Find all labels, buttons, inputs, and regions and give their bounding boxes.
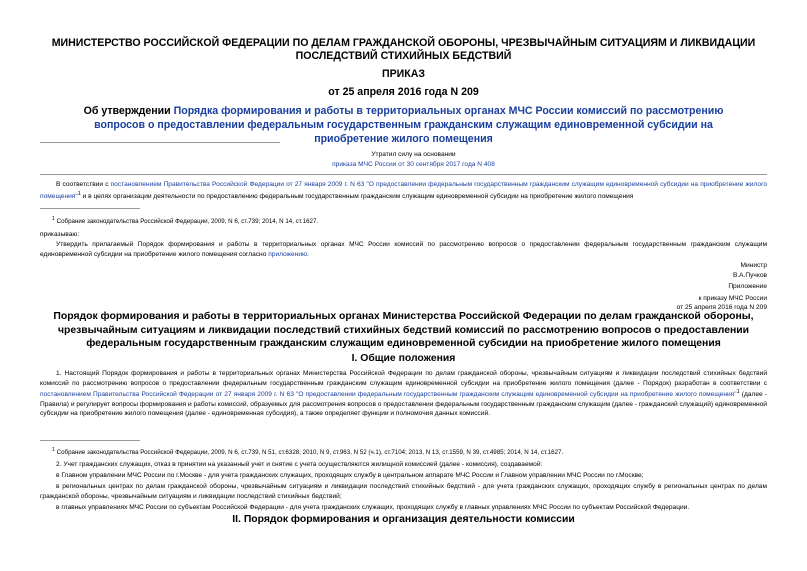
signature-name: В.А.Пучков: [732, 271, 767, 279]
preamble-link[interactable]: постановлением Правительства Российской Федерации от 27 января 2009 г. N 63 "О предоставлении федеральным государственным гражданским служащим единовременной субсидии на приобретение жилого помещения": [40, 181, 767, 200]
footnote-divider: [40, 440, 140, 441]
approve-text: Утвердить прилагаемый Порядок формирования и работы в территориальных органах МЧС России комиссий по рассмотрению вопросов о предоставлении федеральным государственным гражданским служащим единовременной субсидии на приобретение жилого помещения согласно: [40, 241, 767, 258]
signature-block: [567, 261, 767, 313]
divider: [40, 142, 280, 143]
section1-paragraph2c: в главных управлениях МЧС России по субъектам Российской Федерации - для учета гражданских служащих, проходящих службу в главных управлениях МЧС России по субъектам Российской Федерации.: [56, 504, 690, 511]
section1-paragraph2a: в Главном управлении МЧС России по г.Москве - для учета гражданских служащих, проходящих службу в центральном аппарате МЧС России и Главном управлении МЧС России по г.Москве;: [56, 472, 644, 479]
appendix-to-order: к приказу МЧС России: [698, 294, 767, 302]
status-line: Утратил силу на основании: [371, 151, 456, 158]
preamble-tail: и в целях организации деятельности по предоставлению федеральным государственным гражданским служащим единовременной субсидии на приобретение жилого помещения: [80, 192, 634, 200]
appendix-date: от 25 апреля 2016 года N 209: [676, 304, 767, 311]
approve-end: .: [307, 250, 309, 258]
document-date-number: от 25 апреля 2016 года N 209: [328, 86, 479, 98]
footnote-divider: [40, 208, 140, 209]
footnote-text: Собрание законодательства Российской Федерации, 2009, N 6, ст.739; 2014, N 14, ст.1627.: [56, 218, 319, 226]
preamble-paragraph: В соответствии с постановлением Правительства Российской Федерации от 27 января 2009 г. N 63 "О предоставлении федеральным государственным гражданским служащим единовременной субсидии на приобретение жилого помещения"$^1$ и в целях организации деятельности по предоставлению федеральным государственным гражданским служащим единовременной субсидии на приобретение жилого помещения: [40, 181, 767, 200]
section1-paragraph2b: в региональных центрах по делам гражданской обороны, чрезвычайным ситуациям и ликвидации последствий стихийных бедствий - для учета гражданских служащих, проходящих службу в региональных центрах по делам гражданской обороны, чрезвычайным ситуациям и ликвидации последствий стихийных бедствий;: [40, 483, 767, 500]
appendix-link[interactable]: приложению: [268, 250, 307, 258]
divider: [40, 174, 767, 175]
document-title-prefix: Об утверждении: [83, 105, 174, 117]
section1-paragraph2: 2. Учет гражданских служащих, отказ в принятии на указанный учет и снятие с учета осуществляются жилищной комиссией (далее - комиссия), создаваемой:: [56, 461, 543, 468]
document-type: ПРИКАЗ: [381, 68, 426, 80]
appendix-label: Приложение: [728, 283, 767, 290]
p1-link[interactable]: постановлением Правительства Российской Федерации от 27 января 2009 г. N 63 "О предоставлении федеральным государственным гражданским служащим единовременной субсидии на приобретение жилого помещения": [40, 391, 737, 399]
preamble-lead: В соответствии с: [56, 181, 111, 188]
p1-end: (далее - Правила) и регулирует вопросы формирования и работы комиссий, образуемых для рассмотрения вопросов о предоставлении федеральным государственным гражданским служащим (далее - гражданский служащий) единовременной субсидии на приобретение жилого помещения (далее - единовременная субсидия), а также определяет функции и полномочия данных комиссий.: [40, 391, 767, 418]
footnote: $^1$ Собрание законодательства Российской Федерации, 2009, N 6, ст.739; 2014, N 14, ст.1627.: [52, 216, 319, 226]
approve-paragraph: [40, 240, 767, 259]
order-title: Порядок формирования и работы в территориальных органах Министерства Российской Федерации по делам гражданской обороны, чрезвычайным ситуациям и ликвидации последствий стихийных бедствий комиссий по рассмотрению вопросов о предоставлении федеральным государственным гражданским служащим единовременной субсидии на приобретение жилого помещения: [53, 311, 754, 349]
document-title-link[interactable]: Порядка формирования и работы в территориальных органах МЧС России комиссий по рассмотрению вопросов о предоставлении федеральным государственным гражданским служащим единовременной субсидии на приобретение жилого помещения: [94, 105, 724, 145]
section1-footnote-text: Собрание законодательства Российской Федерации, 2009, N 6, ст.739, N 51, ст.6328; 2010, N 9, ст.963, N 52 (ч.1), ст.7104; 2013, N 13, ст.1559, N 39, ст.4985; 2014, N 14, ст.1627.: [56, 449, 564, 457]
status-note: [300, 150, 527, 169]
status-link[interactable]: приказа МЧС России от 30 сентября 2017 года N 408: [332, 160, 495, 168]
section2-heading: II. Порядок формирования и организация деятельности комиссии: [232, 514, 575, 525]
ministry-name: МИНИСТЕРСТВО РОССИЙСКОЙ ФЕДЕРАЦИИ ПО ДЕЛАМ ГРАЖДАНСКОЙ ОБОРОНЫ, ЧРЕЗВЫЧАЙНЫМ СИТУАЦИЯМ И ЛИКВИДАЦИИ ПОСЛЕДСТВИЙ СТИХИЙНЫХ БЕДСТВИЙ: [51, 37, 756, 62]
order-word: приказываю:: [40, 231, 80, 238]
section1-heading: I. Общие положения: [351, 353, 456, 364]
document-title: [60, 104, 747, 146]
p1-start: 1. Настоящий Порядок формирования и работы в территориальных органах Министерства Российской Федерации по делам гражданской обороны, чрезвычайным ситуациям и ликвидации последствий стихийных бедствий комиссий по рассмотрению вопросов о предоставлении федеральным государственным гражданским служащим единовременной субсидии на приобретение жилого помещения (далее - Порядок) разработан в соответствии с: [40, 370, 767, 387]
section1-footnote: $^1$ Собрание законодательства Российской Федерации, 2009, N 6, ст.739, N 51, ст.6328; 2010, N 9, ст.963, N 52 (ч.1), ст.7104; 2013, N 13, ст.1559, N 39, ст.4985; 2014, N 14, ст.1627.: [52, 447, 564, 457]
signature-position: Министр: [740, 262, 767, 269]
section1-paragraph1: 1. Настоящий Порядок формирования и работы в территориальных органах Министерства Российской Федерации по делам гражданской обороны, чрезвычайным ситуациям и ликвидации последствий стихийных бедствий комиссий по рассмотрению вопросов о предоставлении федеральным государственным гражданским служащим единовременной субсидии на приобретение жилого помещения (далее - Порядок) разработан в соответствии с постановлением Правительства Российской Федерации от 27 января 2009 г. N 63 "О предоставлении федеральным государственным гражданским служащим единовременной субсидии на приобретение жилого помещения"$^1$ (далее - Правила) и регулирует вопросы формирования и работы комиссий, образуемых для рассмотрения вопросов о предоставлении федеральным государственным гражданским служащим (далее - гражданский служащий) единовременной субсидии на приобретение жилого помещения (далее - единовременная субсидия), а также определяет функции и полномочия данных комиссий.: [40, 370, 767, 418]
